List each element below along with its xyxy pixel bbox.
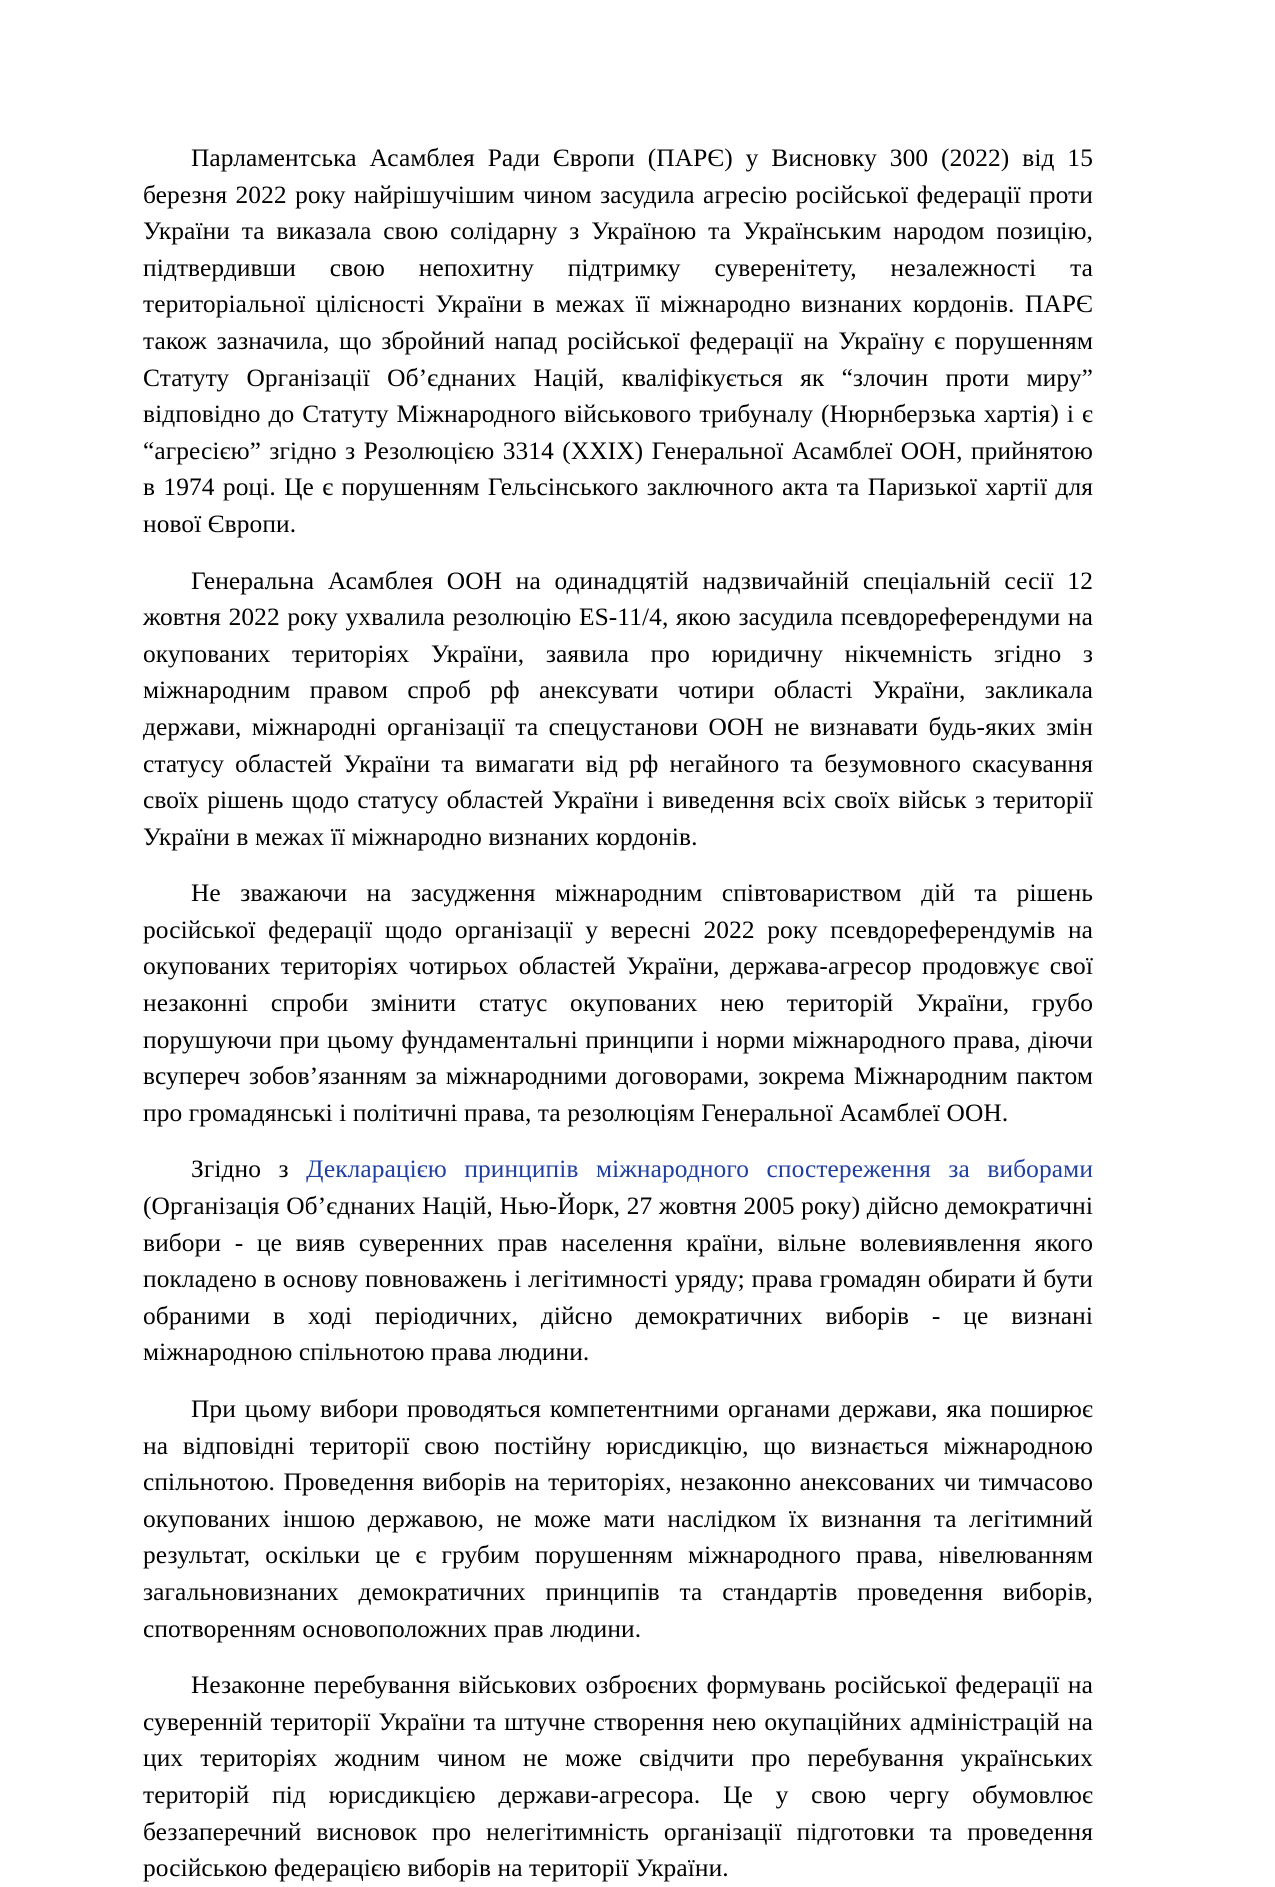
paragraph-5: При цьому вибори проводяться компетентними органами держави, яка поширює на відповідні території свою постійну юрисдикцію, що визнається міжнародною спільнотою. Проведення виборів на територіях, незаконно анексованих чи тимчасово окупованих іншою державою, не може мати наслідком їх визнання та легітимний результат, оскільки це є грубим порушенням міжнародного права, нівелюванням загальновизнаних демократичних принципів та стандартів проведення виборів, спотворенням основоположних прав людини. bbox=[143, 1395, 1093, 1643]
paragraph-4-suffix: (Організація Об’єднаних Націй, Нью-Йорк, 27 жовтня 2005 року) дійсно демократичні вибори - це вияв суверенних прав населення країни, вільне волевиявлення якого покладено в основу повноважень і легітимності уряду; права громадян обирати й бути обраними в ході періодичних, дійсно демократичних виборів - це визнані міжнародною спільнотою права людини. bbox=[143, 1192, 1093, 1367]
paragraph-4-prefix: Згідно з bbox=[191, 1155, 307, 1184]
document-body bbox=[143, 140, 1093, 1887]
paragraph-3: Не зважаючи на засудження міжнародним співтовариством дій та рішень російської федерації щодо організації у вересні 2022 року псевдореферендумів на окупованих територіях чотирьох областей України, держава-агресор продовжує свої незаконні спроби змінити статус окупованих нею територій України, грубо порушуючи при цьому фундаментальні принципи і норми міжнародного права, діючи всупереч зобов’язанням за міжнародними договорами, зокрема Міжнародним пактом про громадянські і політичні права, та резолюціям Генеральної Асамблеї ООН. bbox=[143, 879, 1093, 1127]
paragraph-2: Генеральна Асамблея ООН на одинадцятій надзвичайній спеціальній сесії 12 жовтня 2022 року ухвалила резолюцію ES-11/4, якою засудила псевдореферендуми на окупованих територіях України, заявила про юридичну нікчемність згідно з міжнародним правом спроб рф анексувати чотири області України, закликала держави, міжнародні організації та спецустанови ООН не визнавати будь-яких змін статусу областей України та вимагати від рф негайного та безумовного скасування своїх рішень щодо статусу областей України і виведення всіх своїх військ з території України в межах її міжнародно визнаних кордонів. bbox=[143, 566, 1093, 851]
declaration-of-principles-link[interactable]: Декларацією принципів міжнародного спостереження за виборами bbox=[306, 1155, 1094, 1184]
paragraph-6: Незаконне перебування військових озброєних формувань російської федерації на суверенній території України та штучне створення нею окупаційних адміністрацій на цих територіях жодним чином не може свідчити про перебування українських територій під юрисдикцією держави-агресора. Це у свою чергу обумовлює беззаперечний висновок про нелегітимність організації підготовки та проведення російською федерацією виборів на території України. bbox=[143, 1671, 1093, 1883]
paragraph-4 bbox=[143, 1151, 1093, 1371]
paragraph-1: Парламентська Асамблея Ради Європи (ПАРЄ) у Висновку 300 (2022) від 15 березня 2022 року найрішучішим чином засудила агресію російської федерації проти України та виказала свою солідарну з Україною та Українським народом позицію, підтвердивши свою непохитну підтримку суверенітету, незалежності та територіальної цілісності України в межах її міжнародно визнаних кордонів. ПАРЄ також зазначила, що збройний напад російської федерації на Україну є порушенням Статуту Організації Об’єднаних Націй, кваліфікується як “злочин проти миру” відповідно до Статуту Міжнародного військового трибуналу (Нюрнберзька хартія) і є “агресією” згідно з Резолюцією 3314 (XXIX) Генеральної Асамблеї ООН, прийнятою в 1974 році. Це є порушенням Гельсінського заключного акта та Паризької хартії для нової Європи. bbox=[143, 144, 1093, 538]
